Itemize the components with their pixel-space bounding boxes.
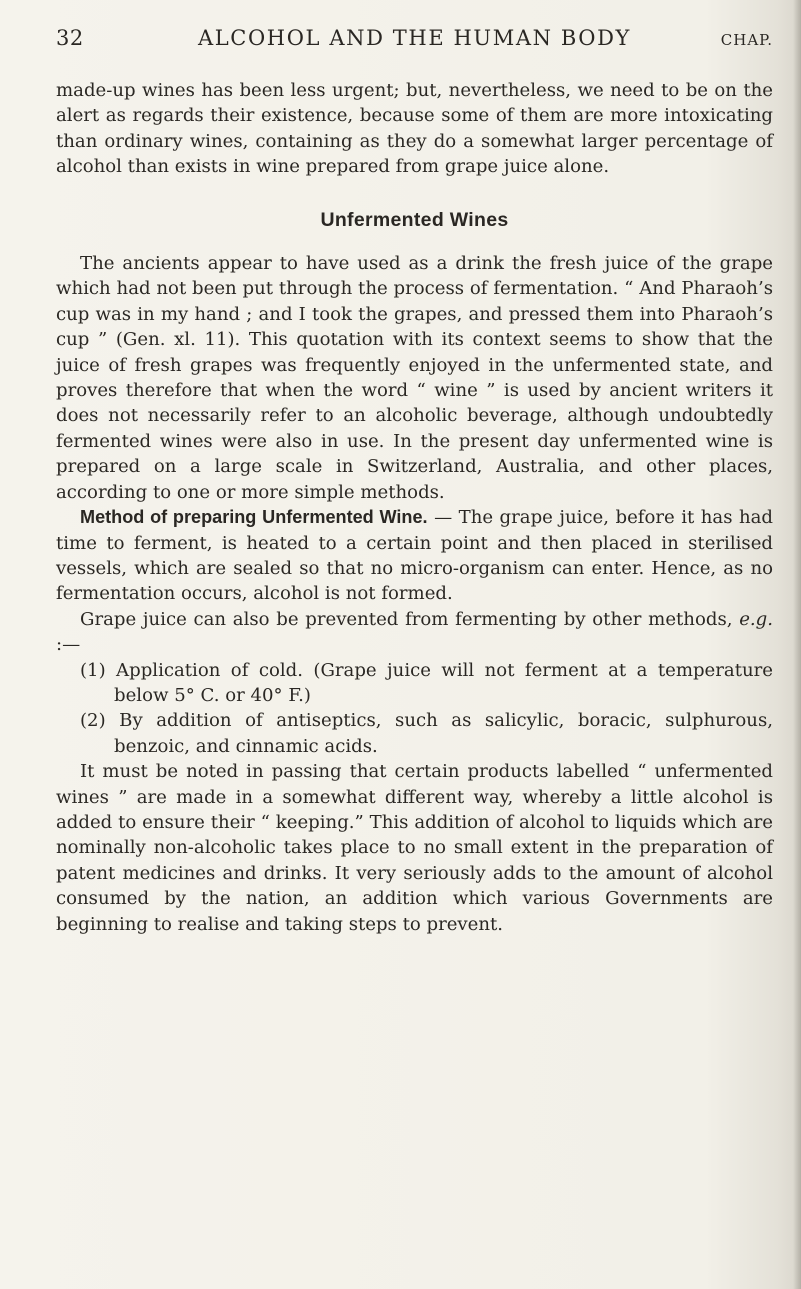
paragraph-other-methods bbox=[56, 607, 773, 658]
chapter-abbreviation: CHAP. bbox=[720, 31, 773, 49]
other-methods-tail: :— bbox=[56, 634, 81, 656]
paragraph-ancients: The ancients appear to have used as a drink the fresh juice of the grape which had not been put through the process of fermentation. “ And Pharaoh’s cup was in my hand ; and I took the grapes, and pressed them into Pharaoh’s cup ” (Gen. xl. 11). This quotation with its context seems to show that the juice of fresh grapes was frequently enjoyed in the unfermented state, and proves therefore that when the word “ wine ” is used by ancient writers it does not necessarily refer to an alcoholic beverage, although undoubtedly fermented wines were also in use. In the present day unfermented wine is prepared on a large scale in Switzerland, Australia, and other places, according to one or more simple methods. bbox=[56, 253, 773, 503]
body-text bbox=[56, 78, 773, 937]
section-heading: Unfermented Wines bbox=[320, 208, 509, 231]
other-methods-lead: Grape juice can also be prevented from fermenting by other methods, bbox=[80, 608, 740, 630]
paragraph-labelled: It must be noted in passing that certain products labelled “ unfermented wines ” are made in a somewhat different way, whereby a little alcohol is added to ensure their “ keeping.” This addition of alcohol to liquids which are nominally non-alcoholic takes place to no small extent in the preparation of patent medicines and drinks. It very seriously adds to the amount of alcohol consumed by the nation, an addition which various Governments are beginning to realise and taking steps to prevent. bbox=[56, 761, 773, 935]
page-number: 32 bbox=[56, 26, 84, 50]
list-item-cold: (1) Application of cold. (Grape juice will not ferment at a temperature below 5° C. or 40° F.) bbox=[80, 659, 773, 706]
other-methods-eg: e.g. bbox=[739, 608, 773, 630]
paragraph-method bbox=[56, 505, 773, 607]
method-text: — The grape juice, before it has had time to ferment, is heated to a certain point and then placed in sterilised vessels, which are sealed so that no micro-organism can enter. Hence, as no fermentation occurs, alcohol is not formed. bbox=[56, 507, 773, 605]
running-head bbox=[56, 26, 773, 60]
running-title: ALCOHOL AND THE HUMAN BODY bbox=[198, 26, 631, 50]
method-run-in-heading: Method of preparing Unfermented Wine. bbox=[80, 507, 428, 528]
page-edge-shadow bbox=[793, 0, 801, 1289]
paragraph-opening: made-up wines has been less urgent; but, nevertheless, we need to be on the alert as regards their existence, because some of them are more intoxicating than ordinary wines, containing as they do a somewhat larger percentage of alcohol than exists in wine prepared from grape juice alone. bbox=[56, 80, 773, 178]
list-item-antiseptics: (2) By addition of antiseptics, such as salicylic, boracic, sulphurous, benzoic, and cinnamic acids. bbox=[80, 710, 773, 757]
